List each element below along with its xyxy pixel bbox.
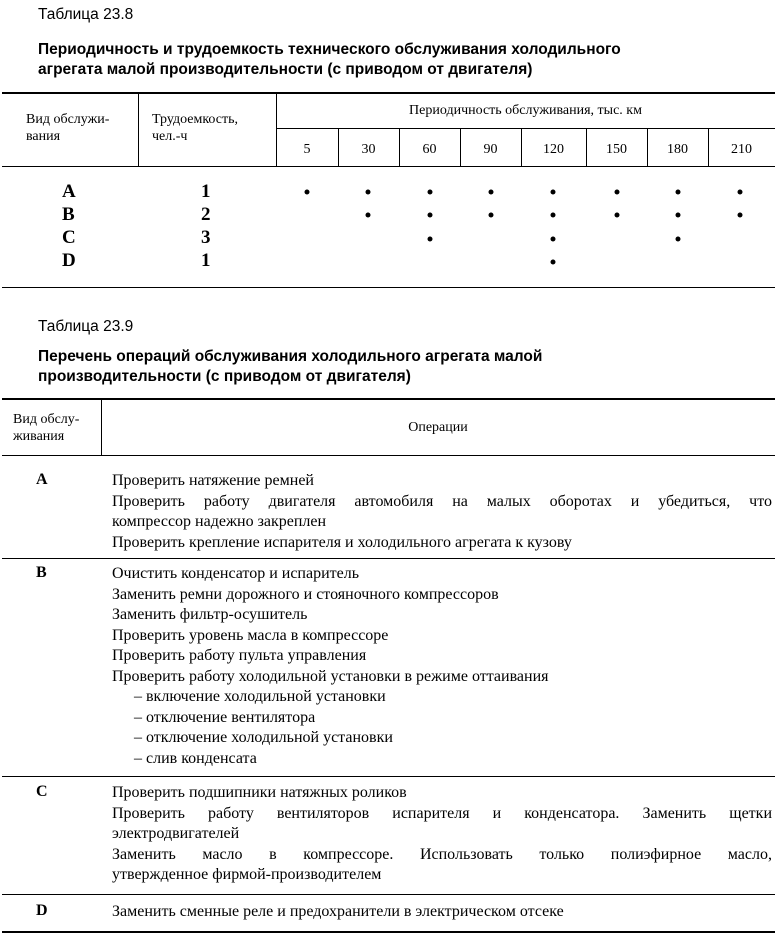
column-divider: [138, 93, 139, 166]
schedule-mark: [428, 190, 433, 195]
operation-item: компрессор надежно закреплен: [112, 513, 327, 530]
service-code: A: [62, 181, 76, 202]
operation-item: Проверить работу вентиляторов испарителя и конденсатора. Заменить щетки: [112, 804, 772, 822]
table-title-line: Периодичность и трудоемкость технического обслуживания холодильного: [38, 41, 621, 58]
interval-header: 120: [543, 142, 564, 157]
table-title-line: Перечень операций обслуживания холодильного агрегата малой: [38, 348, 543, 365]
header-text: живания: [13, 429, 65, 444]
table-title-line: агрегата малой производительности (с приводом от двигателя): [38, 61, 533, 78]
schedule-mark: [366, 190, 371, 195]
operation-item: утвержденное фирмой-производителем: [112, 866, 382, 883]
schedule-mark: [551, 260, 556, 265]
operation-item: Заменить сменные реле и предохранители в электрическом отсеке: [112, 903, 564, 920]
labor-value: 3: [201, 227, 211, 248]
header-text: Трудоемкость,: [152, 112, 238, 127]
interval-header: 180: [667, 142, 688, 157]
operation-item: Проверить работу пульта управления: [112, 647, 367, 664]
header-bottom-rule: [2, 455, 775, 456]
table-caption: Таблица 23.9: [38, 318, 134, 335]
table-title: [38, 347, 773, 387]
service-code: C: [36, 783, 48, 800]
group-divider: [2, 776, 775, 777]
interval-header: 150: [606, 142, 627, 157]
service-code: B: [62, 204, 75, 225]
operation-item: Проверить работу холодильной установки в режиме оттаивания: [112, 667, 549, 685]
header-labor: [152, 111, 238, 145]
operation-item: Проверить работу двигателя автомобиля на малых оборотах и убедиться, что: [112, 492, 772, 510]
header-operations: Операции: [408, 420, 468, 435]
header-text: Вид обслу-: [13, 412, 80, 427]
labor-value: 1: [201, 181, 211, 202]
operation-subitem: – слив конденсата: [134, 749, 257, 767]
table-top-rule: [2, 92, 775, 94]
table-bottom-rule: [2, 931, 775, 933]
table-title: [38, 40, 773, 80]
operation-item: Заменить ремни дорожного и стояночного компрессоров: [112, 585, 499, 603]
operation-item: Проверить крепление испарителя и холодильного агрегата к кузову: [112, 533, 572, 551]
interval-header: 210: [731, 142, 752, 157]
table-title-line: производительности (с приводом от двигателя): [38, 368, 411, 385]
schedule-mark: [551, 237, 556, 242]
interval-header: 60: [422, 142, 437, 157]
header-text: Вид обслужи-: [26, 112, 110, 127]
labor-value: 1: [201, 250, 211, 271]
group-divider: [2, 894, 775, 895]
operation-subitem: – отключение холодильной установки: [134, 729, 393, 746]
service-code: C: [62, 227, 76, 248]
table-bottom-rule: [2, 287, 775, 288]
operations-list: [112, 564, 772, 769]
table-caption: Таблица 23.8: [38, 6, 134, 23]
header-service-type: [13, 411, 79, 445]
operations-list: [112, 783, 772, 886]
header-divider: [276, 128, 775, 129]
schedule-mark: [551, 190, 556, 195]
operation-item: Заменить масло в компрессоре. Использовать только полиэфирное масло,: [112, 845, 772, 863]
group-divider: [2, 558, 775, 559]
header-periodicity: Периодичность обслуживания, тыс. км: [409, 103, 642, 118]
service-code: B: [36, 564, 47, 581]
schedule-mark: [738, 190, 743, 195]
schedule-mark: [676, 190, 681, 195]
schedule-mark: [615, 190, 620, 195]
schedule-mark: [366, 213, 371, 218]
schedule-mark: [428, 213, 433, 218]
labor-value: 2: [201, 204, 211, 225]
header-text: чел.-ч: [152, 129, 188, 144]
schedule-mark: [428, 237, 433, 242]
service-code: D: [62, 250, 76, 271]
operations-list: [112, 471, 772, 553]
operation-item: Проверить подшипники натяжных роликов: [112, 784, 407, 801]
interval-header: 90: [483, 142, 498, 157]
schedule-mark: [489, 190, 494, 195]
operation-subitem: – включение холодильной установки: [134, 688, 386, 705]
service-code: D: [36, 902, 48, 919]
operation-item: Проверить натяжение ремней: [112, 472, 314, 489]
schedule-mark: [676, 213, 681, 218]
interval-header: 5: [303, 142, 311, 157]
schedule-mark: [489, 213, 494, 218]
operation-item: Очистить конденсатор и испаритель: [112, 565, 360, 582]
table-top-rule: [2, 398, 775, 400]
operation-item: электродвигателей: [112, 825, 240, 842]
header-text: вания: [26, 129, 61, 144]
operations-list: [112, 902, 772, 923]
schedule-mark: [615, 213, 620, 218]
interval-header: 30: [361, 142, 376, 157]
operation-item: Проверить уровень масла в компрессоре: [112, 626, 389, 644]
service-code: A: [36, 471, 48, 488]
header-service-type: [26, 111, 109, 145]
schedule-mark: [305, 190, 310, 195]
schedule-mark: [676, 237, 681, 242]
operation-subitem: – отключение вентилятора: [134, 708, 316, 726]
schedule-mark: [551, 213, 556, 218]
header-bottom-rule: [2, 166, 775, 167]
schedule-mark: [738, 213, 743, 218]
operation-item: Заменить фильтр-осушитель: [112, 606, 308, 623]
